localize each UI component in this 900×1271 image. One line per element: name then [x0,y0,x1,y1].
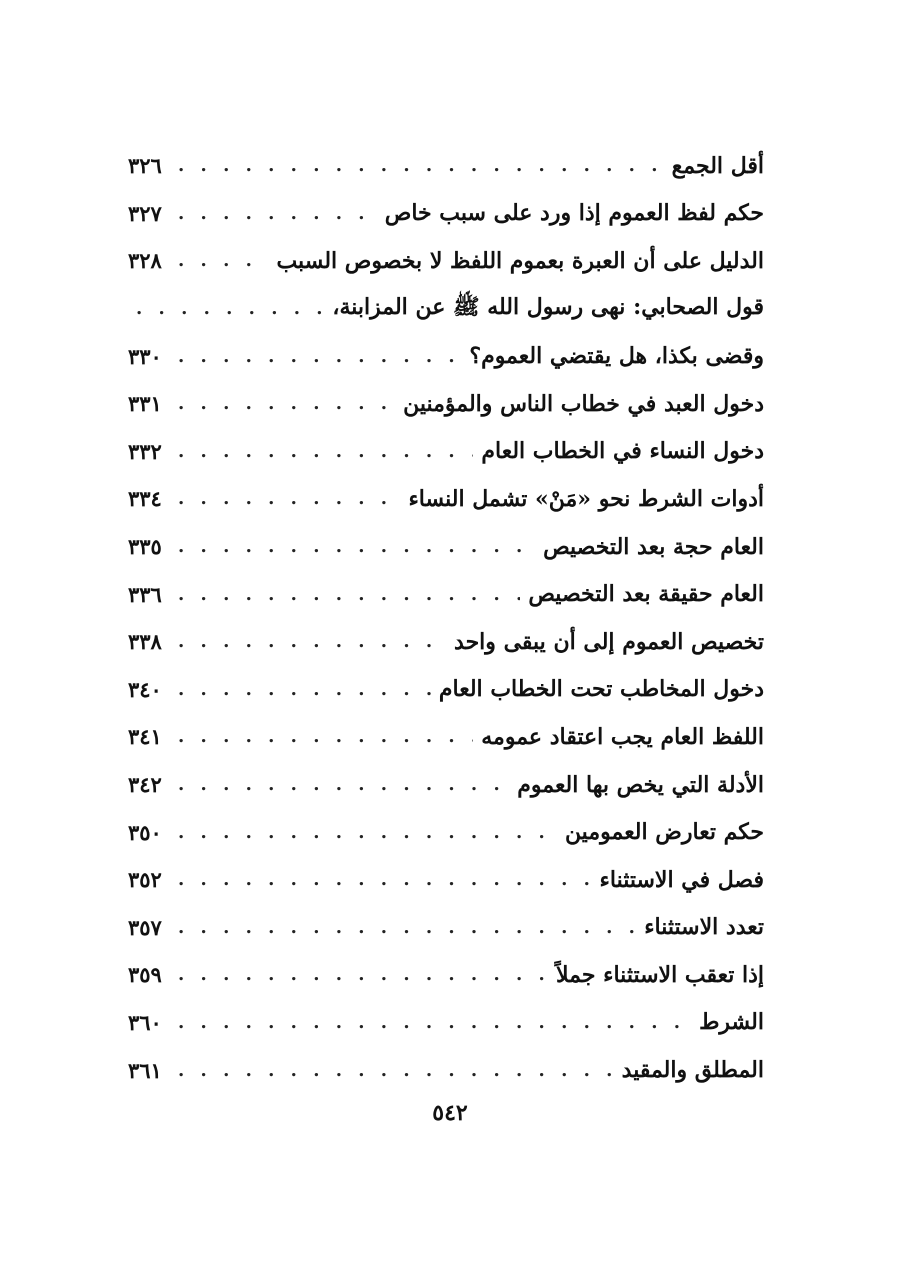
toc-entry-title: الدليل على أن العبرة بعموم اللفظ لا بخصوص السبب [276,247,764,274]
toc-entry-title: حكم لفظ العموم إذا ورد على سبب خاص [384,200,764,227]
toc-entry-page: ٣٣٨ [128,629,162,655]
toc-entry-title: أدوات الشرط نحو «مَنْ» تشمل النساء [408,485,764,512]
toc-entry-title: العام حقيقة بعد التخصيص [528,581,764,608]
dot-leader [178,393,395,414]
toc-entry-title: تعدد الاستثناء [644,914,764,941]
toc-entry-title: فصل في الاستثناء [599,866,764,893]
toc-entry-title: الشرط [699,1009,764,1036]
toc-entry-page: ٣٥٩ [128,962,162,988]
toc-entry-page: ٣٤٠ [128,676,162,702]
toc-entry [128,332,764,380]
dot-leader [178,917,636,938]
toc-entry [128,808,764,856]
toc-entry-page: ٣٣٠ [128,343,162,369]
toc-entry [128,618,764,666]
toc-entry [128,523,764,571]
toc-entry-title: المطلق والمقيد [621,1057,764,1084]
toc-entry [128,190,764,238]
toc-entry [128,713,764,761]
dot-leader [178,155,664,176]
toc-entry-title: وقضى بكذا، هل يقتضي العموم؟ [469,343,764,370]
dot-leader [178,822,557,843]
toc-entry-title: دخول العبد في خطاب الناس والمؤمنين [403,390,764,417]
toc-entry [128,999,764,1047]
toc-entry-page: ٣٦١ [128,1057,162,1083]
page-number: ٥٤٢ [432,1100,468,1126]
dot-leader [178,679,431,700]
toc-entry [128,666,764,714]
dot-leader [178,631,446,652]
toc-entry [128,380,764,428]
toc-entry [128,951,764,999]
dot-leader [178,441,473,462]
toc-entry-title: اللفظ العام يجب اعتقاد عمومه [481,723,764,750]
dot-leader [178,964,548,985]
dot-leader [178,726,473,747]
dot-leader [178,1060,614,1081]
toc-entry-title: تخصيص العموم إلى أن يبقى واحد [454,628,764,655]
toc-entry [128,142,764,190]
dot-leader [136,298,324,319]
toc-entry-title: حكم تعارض العمومين [564,819,764,846]
dot-leader [178,250,268,271]
toc-entry [128,237,764,285]
toc-entry [128,761,764,809]
toc-entry-title: الأدلة التي يخص بها العموم [517,771,764,798]
toc-entry-page: ٣٣٤ [128,486,162,512]
toc-entry-page: ٣٣١ [128,391,162,417]
toc-entry-page: ٣٣٢ [128,438,162,464]
toc-entry-title: قول الصحابي: نهى رسول الله ﷺ عن المزابنة، [332,293,764,320]
toc-entry-page: ٣٢٨ [128,248,162,274]
toc-entry-page: ٣٦٠ [128,1009,162,1035]
toc-entry-page: ٣٣٦ [128,581,162,607]
dot-leader [178,774,509,795]
toc-entry [128,1046,764,1094]
toc-entry-page: ٣٤١ [128,724,162,750]
table-of-contents [128,142,764,1094]
toc-entry-page: ٣٣٥ [128,534,162,560]
toc-entry [128,570,764,618]
toc-entry [128,475,764,523]
toc-entry-page: ٣٥٠ [128,819,162,845]
dot-leader [178,536,535,557]
dot-leader [178,203,377,224]
toc-entry-page: ٣٥٧ [128,914,162,940]
toc-entry-title: إذا تعقب الاستثناء جملاً [556,961,764,988]
toc-entry-page: ٣٢٧ [128,200,162,226]
dot-leader [178,488,400,509]
toc-entry-title: العام حجة بعد التخصيص [543,533,764,560]
dot-leader [178,1012,691,1033]
toc-entry-continued [128,285,764,333]
toc-entry-page: ٣٢٦ [128,153,162,179]
toc-entry-page: ٣٥٢ [128,867,162,893]
toc-entry [128,428,764,476]
toc-entry [128,904,764,952]
toc-entry-title: دخول النساء في الخطاب العام [481,438,764,465]
toc-entry-title: دخول المخاطب تحت الخطاب العام [438,676,764,703]
dot-leader [178,869,592,890]
toc-entry-title: أقل الجمع [671,152,764,179]
toc-entry-page: ٣٤٢ [128,772,162,798]
dot-leader [178,346,461,367]
dot-leader [178,584,520,605]
toc-entry [128,856,764,904]
